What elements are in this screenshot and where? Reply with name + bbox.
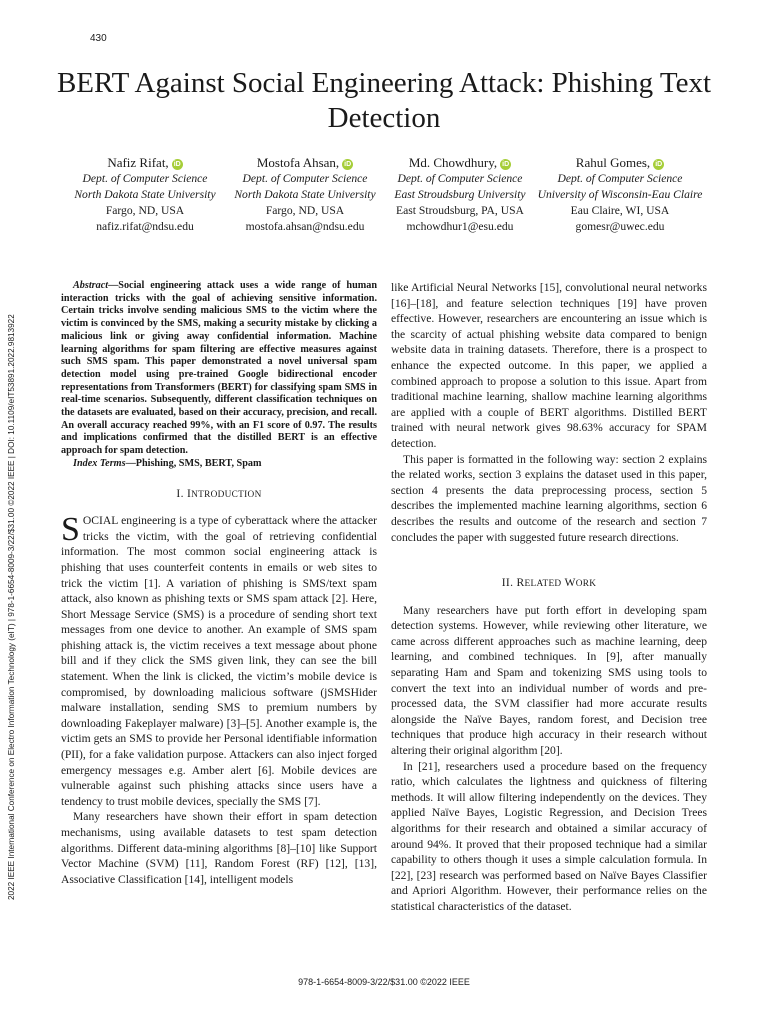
index-terms-text: —Phishing, SMS, BERT, Spam: [125, 457, 262, 469]
orcid-icon[interactable]: iD: [344, 161, 352, 168]
heading-rest: ORK: [575, 579, 597, 590]
author-2: [220, 155, 390, 235]
section-number: I.: [176, 486, 184, 500]
intro-paragraph-1-text: OCIAL engineering is a type of cyberattack where the attacker tricks the victim, with the goal of retrieving confidential information. The most common social engineering attack is phishing that uses counterfeit contents in emails or web sites to trick the victim [1]. A variation of phishing is SMS/text spam attack, also known as phishing texts or SMS spam attack [2]. Here, Short Message Service (SMS) is a procedure of sending short text messages from one device to another. An example of SMS spam phishing attack is, the victim receives a text message about phone bill and if they click the SMS given link, they can see the bill statement. When the link is clicked, the victim’s mobile device is compromised, by downloading malicious software (jSMSHider malware installation, sending SMS to premium numbers by downloading Fakeplayer malware) [3]–[5]. Another example is, the victim gets an SMS to provide her Personal identifiable information (PII), for a fake validation purpose. Attackers can also inject forged emergency messages e.g. Amber alert [6]. Mobile devices are vulnerable against such phishing attacks since users have a tendency to trust mobile devices, specially the SMS [7].: [61, 514, 377, 808]
author-univ: East Stroudsburg University: [394, 188, 526, 201]
related-work-paragraph-1: Many researchers have put forth effort in developing spam detection systems. However, while reviewing other literature, we came across different approaches such as machine learning, deep learning, and combined techniques. In [9], after manually separating Ham and Spam and tokenizing SMS using tools to convert the text into an individual number of words and pre-processed data, the SVM classifier had more accurate results alongside the Naïve Bayes, random forest, and Decision tree techniques that produce high accuracy in their research without altering their original algorithm [20].: [391, 603, 707, 758]
author-univ: North Dakota State University: [74, 188, 216, 201]
intro-paragraph-1: [61, 513, 377, 809]
index-terms-lead: Index Terms: [73, 457, 126, 469]
author-univ: North Dakota State University: [234, 188, 376, 201]
abstract-text: —Social engineering attack uses a wide range of human interaction tricks with the goal of achieving sensitive information. Certain tricks involve sending malicious SMS to the victim where the victim is convinced by the SMS, making a security mistake by clicking a malicious link or giving away confidential information. Machine learning algorithms for spam filtering are effective measures against such SMS spam. This paper demonstrated a novel universal spam detection model using pre-trained Google bidirectional encoder representations from Transformers (BERT) for classifying spam SMS in real-time scenarios. Subsequently, different classification techniques on the datasets are evaluated, based on their accuracy, precision, and recall. An overall accuracy reached 99%, with an F1 score of 0.97. The results and implications confirmed that the distilled BERT is an effective approach for spam detection.: [61, 280, 377, 457]
heading-rest: ELATED: [524, 579, 562, 590]
left-column: [61, 280, 377, 887]
author-email: mostofa.ahsan@ndsu.edu: [245, 220, 365, 233]
section-heading-related-work: [391, 575, 707, 593]
author-4: [525, 155, 715, 235]
section-number: II.: [501, 576, 514, 590]
author-dept: Dept. of Computer Science: [397, 172, 523, 185]
abstract: [61, 280, 377, 458]
author-location: East Stroudsburg, PA, USA: [396, 204, 524, 217]
author-dept: Dept. of Computer Science: [82, 172, 208, 185]
author-dept: Dept. of Computer Science: [557, 172, 683, 185]
author-name: Md. Chowdhury,: [408, 155, 498, 170]
author-email: nafiz.rifat@ndsu.edu: [96, 220, 194, 233]
author-name: Nafiz Rifat,: [107, 155, 169, 170]
author-email: gomesr@uwec.edu: [575, 220, 665, 233]
doi-side-note: [6, 160, 18, 900]
author-location: Fargo, ND, USA: [265, 204, 345, 217]
index-terms: [61, 458, 377, 471]
heading-cap: R: [516, 576, 525, 590]
author-name-row: [60, 155, 230, 171]
drop-cap: S: [61, 511, 80, 549]
intro-paragraph-2: Many researchers have shown their effort in spam detection mechanisms, using available datasets to test spam detection algorithms. Different data-mining algorithms [8]–[10] like Support Vector Machine (SVM) [11], Random Forest (RF) [12], [13], Associative Classification [14], intelligent models: [61, 810, 377, 886]
author-name-row: [375, 155, 545, 171]
paper-outline-paragraph: This paper is formatted in the following way: section 2 explains the related works, section 3 explains the dataset used in this paper, section 4 presents the data preprocessing process, section 5 describes the implemented machine learning algorithms, section 6 describes the results and outcome of the research and section 7 concludes the paper with suggested future research directions.: [391, 452, 707, 544]
heading-rest: NTRODUCTION: [191, 489, 262, 500]
heading-cap: W: [564, 576, 576, 590]
author-name: Mostofa Ahsan,: [256, 155, 340, 170]
author-name-row: [525, 155, 715, 171]
page-footer: 978-1-6654-8009-3/22/$31.00 ©2022 IEEE: [298, 977, 470, 987]
orcid-icon[interactable]: iD: [502, 161, 510, 168]
author-1: [60, 155, 230, 235]
doi-side-note-text: 2022 IEEE International Conference on Electro Information Technology (eIT) | 978-1-6654-8009-3/22/$31.00 ©2022 IEEE | DOI: 10.1109/eIT53891.2022.9813922: [7, 314, 16, 900]
author-location: Fargo, ND, USA: [105, 204, 185, 217]
intro-continuation: like Artificial Neural Networks [15], convolutional neural networks [16]–[18], and feature selection techniques [19] have proven effective. However, researchers are encountering an issue which is the scarcity of actual phishing website data compared to benign website data in training datasets. Therefore, there is a prospect to enhance the expected outcome. In this paper, we applied a combined approach to propose a solution to this issue. Apart from traditional machine learning, shallow machine learning algorithms are applied with a couple of BERT algorithms. Distilled BERT trained with neural network gives 98.63% accuracy for SPAM detection.: [391, 281, 707, 450]
right-column: [391, 280, 707, 915]
orcid-icon[interactable]: iD: [173, 161, 181, 168]
author-block: [60, 155, 720, 245]
orcid-icon[interactable]: iD: [655, 161, 663, 168]
author-name: Rahul Gomes,: [575, 155, 651, 170]
related-work-paragraph-2: In [21], researchers used a procedure based on the frequency ratio, which calculates the lightness and quickness of filtering methods. It will allow filtering independently on the devices. They applied Naïve Bayes, Logistic Regression, and Decision Trees algorithms for their research and obtained a similar accuracy of around 94%. It proved that their proposed technique had a similar capability to others though it uses a simple calculation formula. In [22], [23] research was performed based on Naïve Bayes Classifier and Apriori Algorithm. However, their performance relies on the statistical characteristics of the dataset.: [391, 759, 707, 913]
author-email: mchowdhur1@esu.edu: [406, 220, 514, 233]
page-number: 430: [90, 33, 107, 44]
abstract-lead: Abstract: [73, 280, 109, 291]
author-location: Eau Claire, WI, USA: [570, 204, 670, 217]
heading-cap: I: [186, 486, 192, 500]
author-univ: University of Wisconsin-Eau Claire: [537, 188, 703, 201]
paper-title: BERT Against Social Engineering Attack: Phishing Text Detection: [56, 67, 712, 134]
section-heading-introduction: [61, 486, 377, 504]
author-dept: Dept. of Computer Science: [242, 172, 368, 185]
author-name-row: [220, 155, 390, 171]
author-3: [375, 155, 545, 235]
